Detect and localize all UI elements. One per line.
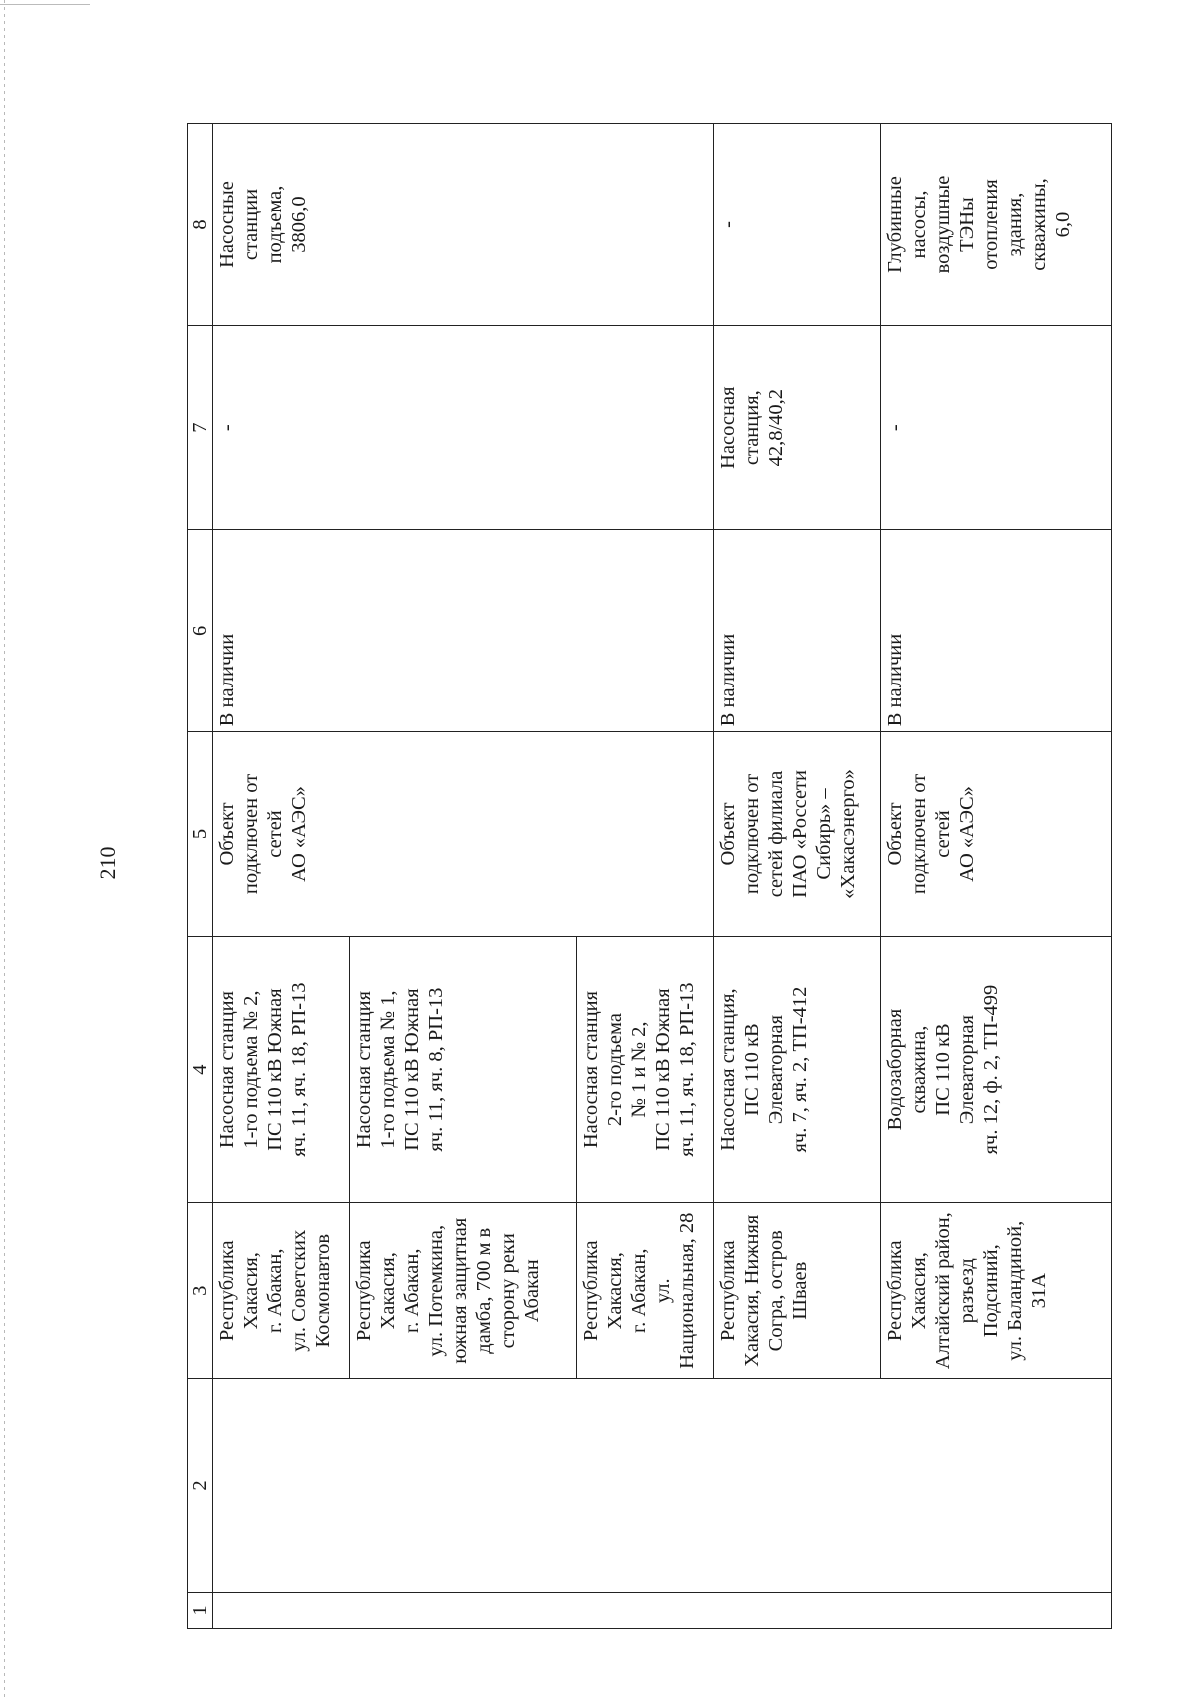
object-cell: Насосная станция 2-го подъема № 1 и № 2, ПС 110 кВ Южная яч. 11, яч. 18, РП-13 [577, 936, 714, 1203]
availability-cell: В наличии [713, 530, 880, 732]
cell-col1 [213, 1592, 1112, 1628]
object-cell: Водозаборная скважина, ПС 110 кВ Элеваторная яч. 12, ф. 2, ТП-499 [880, 936, 1111, 1203]
col8-cell: - [713, 124, 880, 326]
address-cell: Республика Хакасия, г. Абакан, ул. Потемкина, южная защитная дамба, 700 м в сторону реки Абакан [349, 1203, 576, 1379]
table-row [213, 124, 350, 1629]
connection-cell: Объект подключен от сетей филиала ПАО «Россети Сибирь» – «Хакасэнерго» [713, 732, 880, 936]
scan-edge-top [0, 4, 90, 5]
rotated-table-container [187, 123, 1112, 1629]
object-cell: Насосная станция, ПС 110 кВ Элеваторная яч. 7, яч. 2, ТП-412 [713, 936, 880, 1203]
col8-cell: Глубинные насосы, воздушные ТЭНы отопления здания, скважины, 6,0 [880, 124, 1111, 326]
header-cell-2: 2 [188, 1378, 213, 1592]
header-cell-6: 6 [188, 530, 213, 732]
object-cell: Насосная станция 1-го подъема № 1, ПС 110 кВ Южная яч. 11, яч. 8, РП-13 [349, 936, 576, 1203]
header-cell-5: 5 [188, 732, 213, 936]
col7-cell: - [880, 326, 1111, 530]
col8-cell: Насосные станции подъема, 3806,0 [213, 124, 714, 326]
header-cell-4: 4 [188, 936, 213, 1203]
address-cell: Республика Хакасия, Нижняя Согра, остров Шваев [713, 1203, 880, 1379]
page-number: 210 [95, 846, 120, 880]
connection-cell: Объект подключен от сетей АО «АЭС» [213, 732, 714, 936]
availability-cell: В наличии [213, 530, 714, 732]
header-cell-7: 7 [188, 326, 213, 530]
col7-cell: Насосная станция, 42,8/40,2 [713, 326, 880, 530]
availability-cell: В наличии [880, 530, 1111, 732]
address-cell: Республика Хакасия, г. Абакан, ул. Национальная, 28 [577, 1203, 714, 1379]
scan-edge-left [4, 0, 5, 1698]
address-cell: Республика Хакасия, Алтайский район, разъезд Подсиний, ул. Баландиной, 31А [880, 1203, 1111, 1379]
connection-cell: Объект подключен от сетей АО «АЭС» [880, 732, 1111, 936]
cell-col2 [213, 1378, 1112, 1592]
data-table [187, 123, 1112, 1629]
header-cell-1: 1 [188, 1592, 213, 1628]
header-cell-3: 3 [188, 1203, 213, 1379]
header-row [188, 124, 213, 1629]
header-cell-8: 8 [188, 124, 213, 326]
object-cell: Насосная станция 1-го подъема № 2, ПС 110 кВ Южная яч. 11, яч. 18, РП-13 [213, 936, 350, 1203]
address-cell: Республика Хакасия, г. Абакан, ул. Советских Космонавтов [213, 1203, 350, 1379]
col7-cell: - [213, 326, 714, 530]
